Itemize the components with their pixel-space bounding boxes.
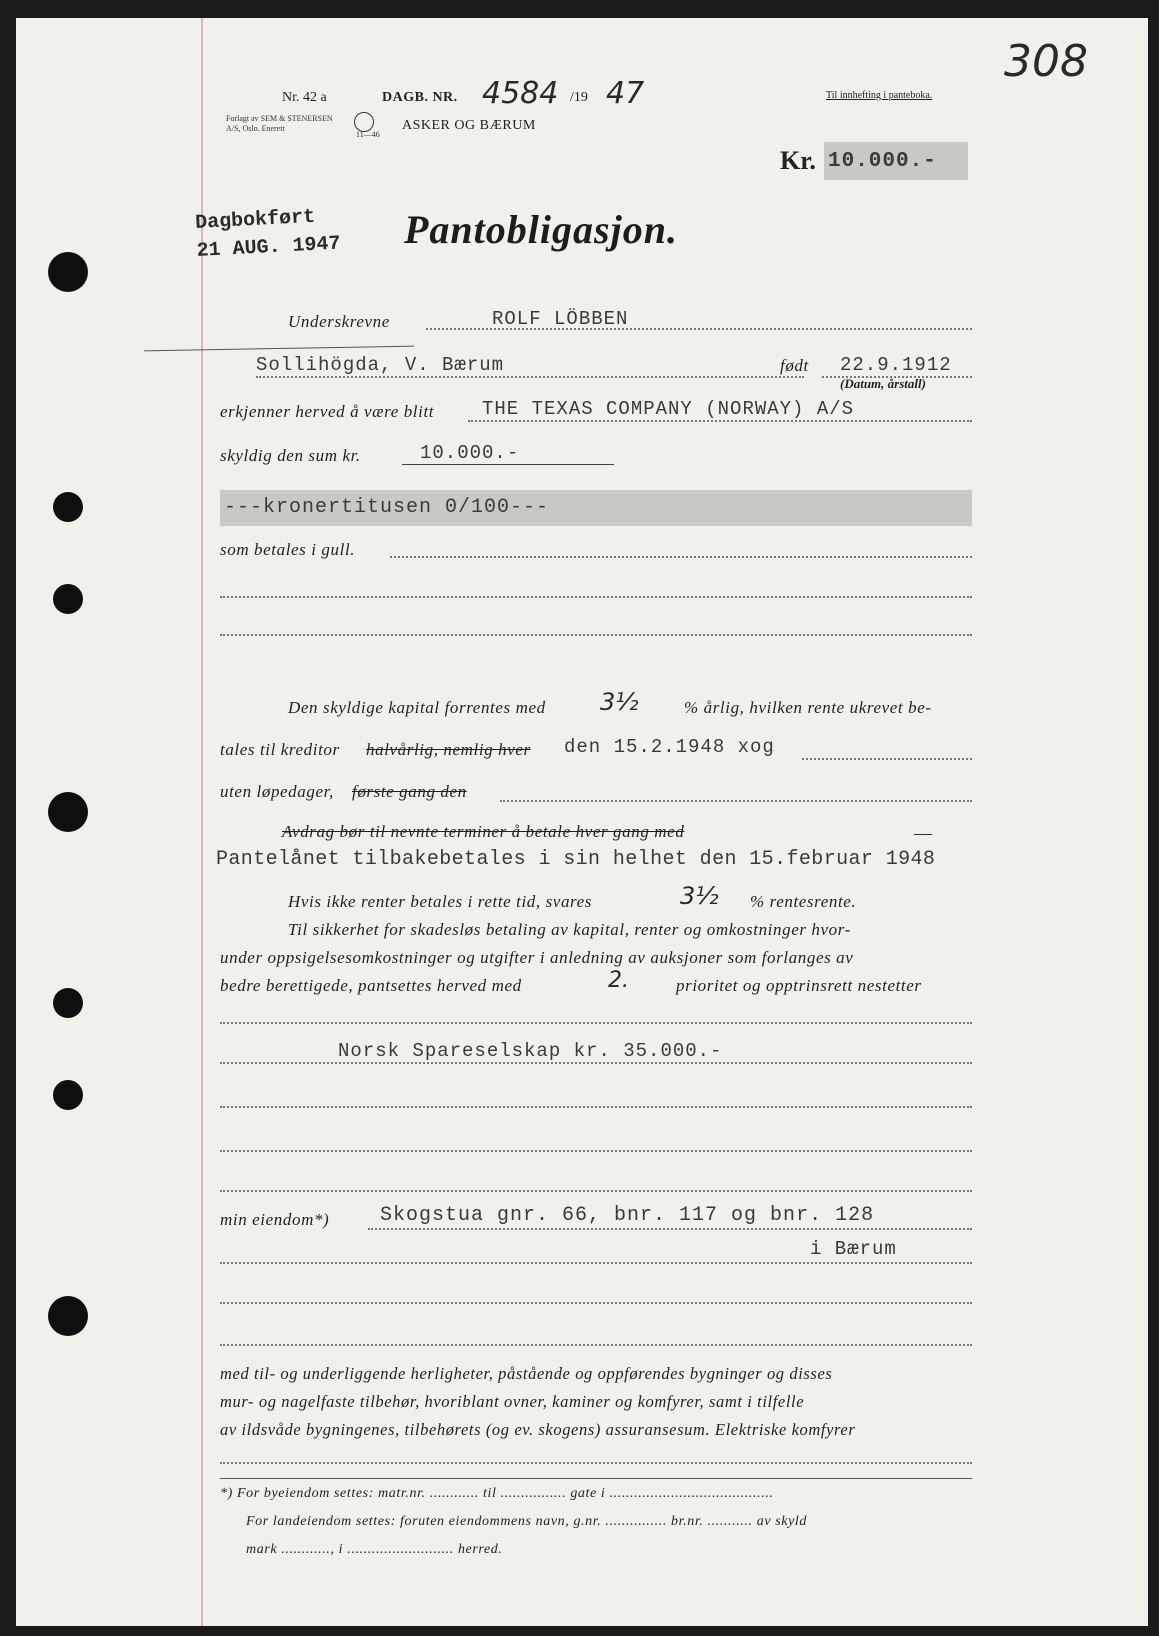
punch-hole xyxy=(53,584,83,614)
document-page xyxy=(16,18,1148,1626)
interest-text: % årlig, hvilken rente ukrevet be- xyxy=(684,698,932,717)
gold-label: som betales i gull. xyxy=(220,540,356,559)
born-label: født xyxy=(780,356,809,375)
payable-date: den 15.2.1948 xog xyxy=(564,736,775,758)
form-number: Nr. 42 a xyxy=(282,90,327,105)
punch-hole xyxy=(53,492,83,522)
page-number: 308 xyxy=(1004,36,1088,87)
interest-label: Den skyldige kapital forrentes med xyxy=(288,698,546,717)
penalty-label: Hvis ikke renter betales i rette tid, svares xyxy=(288,892,592,911)
prior-lien: Norsk Spareselskap kr. 35.000.- xyxy=(338,1040,723,1062)
appurtenances-line-3: av ildsvåde bygningenes, tilbehørets (og ev. skogens) assuransesum. Elektriske komfyrer xyxy=(220,1420,856,1439)
punch-hole xyxy=(48,792,88,832)
security-line-3a: bedre berettigede, pantsettes herved med xyxy=(220,976,522,995)
amount-value: 10.000.- xyxy=(828,150,937,173)
sum-value: 10.000.- xyxy=(420,442,520,464)
publisher-imprint: Forlagt av SEM & STENERSEN A/S, Oslo. Enerett xyxy=(226,114,333,133)
dagb-suffix: /19 xyxy=(570,90,588,105)
district-name: ASKER OG BÆRUM xyxy=(402,118,536,133)
publisher-logo xyxy=(354,112,374,132)
footnote-line-1: *) For byeiendom settes: matr.nr. ............ til ................ gate i ........................................ xyxy=(220,1486,774,1501)
date-stamp xyxy=(188,200,357,273)
property-municipality: i Bærum xyxy=(810,1238,897,1260)
payable-label: tales til kreditor xyxy=(220,740,340,759)
repayment-note: Pantelånet tilbakebetales i sin helhet den 15.februar 1948 xyxy=(216,848,936,871)
address-value: Sollihögda, V. Bærum xyxy=(256,354,505,376)
born-date: 22.9.1912 xyxy=(840,354,952,376)
punch-hole xyxy=(53,1080,83,1110)
creditor-name: THE TEXAS COMPANY (NORWAY) A/S xyxy=(482,398,855,420)
interest-rate: 3½ xyxy=(600,688,639,716)
amount-label: Kr. xyxy=(780,146,816,175)
stamp-date: 21 AUG. 1947 xyxy=(196,232,342,263)
filing-note: Til innhefting i panteboka. xyxy=(826,90,933,101)
amount-words: ---kronertitusen 0/100--- xyxy=(224,496,550,519)
security-line-3b: prioritet og opptrinsrett nestetter xyxy=(676,976,922,995)
publisher-code: 11—46 xyxy=(356,130,380,139)
dagb-year: 47 xyxy=(606,76,645,111)
appurtenances-line-2: mur- og nagelfaste tilbehør, hvoriblant ovner, kaminer og komfyrer, samt i tilfelle xyxy=(220,1392,805,1411)
undersigned-name: ROLF LÖBBEN xyxy=(492,308,629,330)
payable-struck: halvårlig, nemlig hver xyxy=(366,740,531,759)
stamp-label: Dagbokført xyxy=(194,205,316,236)
creditor-label: erkjenner herved å være blitt xyxy=(220,402,435,421)
property-value: Skogstua gnr. 66, bnr. 117 og bnr. 128 xyxy=(380,1204,875,1227)
undersigned-label: Underskrevne xyxy=(288,312,390,331)
punch-hole xyxy=(53,988,83,1018)
sum-label: skyldig den sum kr. xyxy=(220,446,361,465)
no-grace-label: uten løpedager, xyxy=(220,782,334,801)
punch-hole xyxy=(48,1296,88,1336)
footnote-line-3: mark ............, i .......................... herred. xyxy=(246,1542,503,1557)
security-line-2: under oppsigelsesomkostninger og utgifter i anledning av auksjoner som forlanges av xyxy=(220,948,854,967)
property-label: min eiendom*) xyxy=(220,1210,330,1229)
footnote-line-2: For landeiendom settes: foruten eiendommens navn, g.nr. ............... br.nr. ........... av skyld xyxy=(246,1514,808,1529)
dagb-label: DAGB. NR. xyxy=(382,90,458,105)
document-title: Pantobligasjon. xyxy=(404,207,678,252)
dagb-number: 4584 xyxy=(482,76,559,111)
priority-value: 2. xyxy=(608,968,629,993)
first-time-struck: første gang den xyxy=(352,782,467,801)
born-hint: (Datum, årstall) xyxy=(840,376,926,391)
punch-hole xyxy=(48,252,88,292)
installments-struck: Avdrag bør til nevnte terminer å betale hver gang med xyxy=(282,822,685,841)
security-line-1: Til sikkerhet for skadesløs betaling av kapital, renter og omkostninger hvor- xyxy=(288,920,851,939)
penalty-text: % rentesrente. xyxy=(750,892,857,911)
penalty-rate: 3½ xyxy=(680,882,719,910)
appurtenances-line-1: med til- og underliggende herligheter, påstående og oppførendes bygninger og disses xyxy=(220,1364,833,1383)
